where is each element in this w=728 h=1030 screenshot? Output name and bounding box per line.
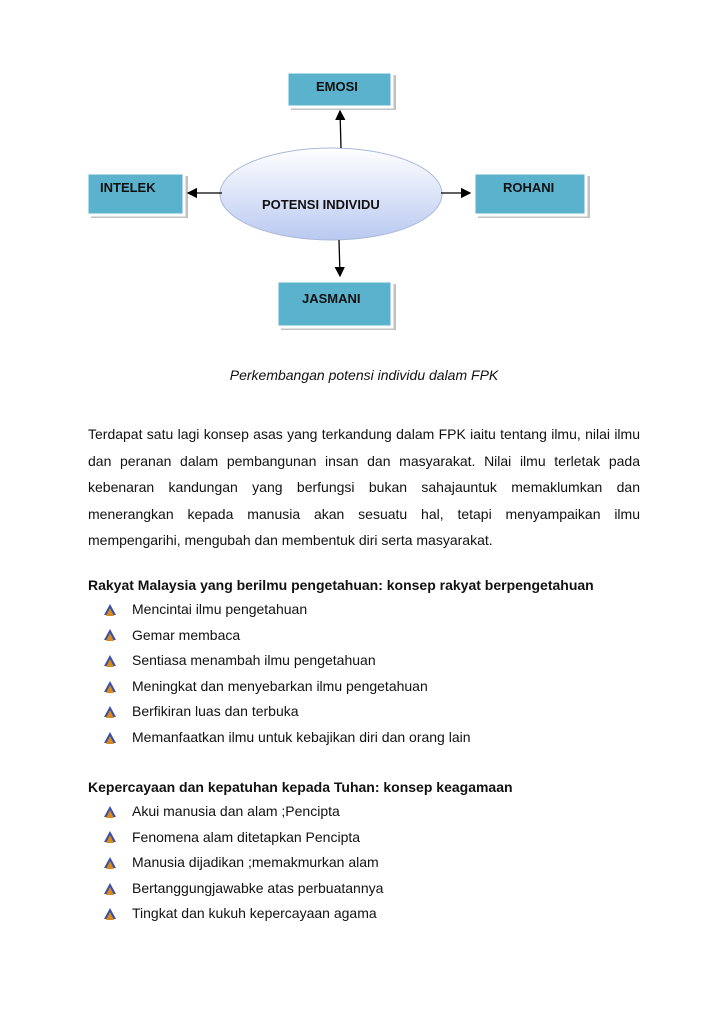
diagram-caption: Perkembangan potensi individu dalam FPK xyxy=(229,367,499,383)
list-item-text: Memanfaatkan ilmu untuk kebajikan diri dan orang lain xyxy=(132,728,471,745)
list-item xyxy=(104,674,471,700)
bullet-icon xyxy=(104,629,116,641)
list-item-text: Manusia dijadikan ;memakmurkan alam xyxy=(132,854,379,871)
bullet-icon xyxy=(104,732,116,744)
bullet-icon xyxy=(104,806,116,818)
rohani-label: ROHANI xyxy=(503,180,555,195)
section-heading-berpengetahuan: Rakyat Malaysia yang berilmu pengetahuan: konsep rakyat berpengetahuan xyxy=(88,577,594,593)
list-item xyxy=(104,648,471,674)
potensi-individu-diagram xyxy=(0,0,728,340)
bullet-icon xyxy=(104,883,116,895)
bullet-icon xyxy=(104,655,116,667)
list-item-text: Sentiasa menambah ilmu pengetahuan xyxy=(132,652,376,669)
section-heading-keagamaan: Kepercayaan dan kepatuhan kepada Tuhan: konsep keagamaan xyxy=(88,779,513,795)
list-keagamaan xyxy=(104,799,383,927)
bullet-icon xyxy=(104,706,116,718)
list-item-text: Meningkat dan menyebarkan ilmu pengetahuan xyxy=(132,677,428,694)
intelek-label: INTELEK xyxy=(100,180,156,195)
list-berpengetahuan xyxy=(104,597,471,751)
list-item xyxy=(104,699,471,725)
list-item-text: Fenomena alam ditetapkan Pencipta xyxy=(132,828,361,845)
arrow-to-emosi xyxy=(340,111,341,148)
list-item xyxy=(104,799,383,825)
list-item xyxy=(104,623,471,649)
list-item xyxy=(104,725,471,751)
arrow-to-jasmani xyxy=(339,240,340,276)
list-item xyxy=(104,850,383,876)
list-item-text: Mencintai ilmu pengetahuan xyxy=(132,601,308,617)
list-item xyxy=(104,597,471,623)
list-item xyxy=(104,825,383,851)
list-item-text: Berfikiran luas dan terbuka xyxy=(132,703,299,720)
list-item xyxy=(104,876,383,902)
jasmani-label: JASMANI xyxy=(302,291,361,306)
bullet-icon xyxy=(104,831,116,843)
potensi-individu-label: POTENSI INDIVIDU xyxy=(262,197,380,212)
list-item-text: Bertanggungjawabke atas perbuatannya xyxy=(132,879,384,896)
bullet-icon xyxy=(104,604,116,616)
list-item-text: Akui manusia dan alam ;Pencipta xyxy=(132,803,340,819)
bullet-icon xyxy=(104,908,116,920)
bullet-icon xyxy=(104,857,116,869)
list-item-text: Gemar membaca xyxy=(132,626,241,643)
list-item xyxy=(104,901,383,927)
bullet-icon xyxy=(104,681,116,693)
potensi-individu-ellipse xyxy=(220,148,442,240)
list-item-text: Tingkat dan kukuh kepercayaan agama xyxy=(132,905,377,922)
body-paragraph: Terdapat satu lagi konsep asas yang terkandung dalam FPK iaitu tentang ilmu, nilai ilmu dan peranan dalam pembangunan insan dan masyarakat. Nilai ilmu terletak pada kebenaran kandungan yang berfungsi bukan sahajauntuk memaklumkan dan menerangkan kepada manusia akan sesuatu hal, tetapi menyampaikan ilmu mempengarihi, mengubah dan membentuk diri serta masyarakat. xyxy=(88,426,640,548)
emosi-label: EMOSI xyxy=(316,79,358,94)
